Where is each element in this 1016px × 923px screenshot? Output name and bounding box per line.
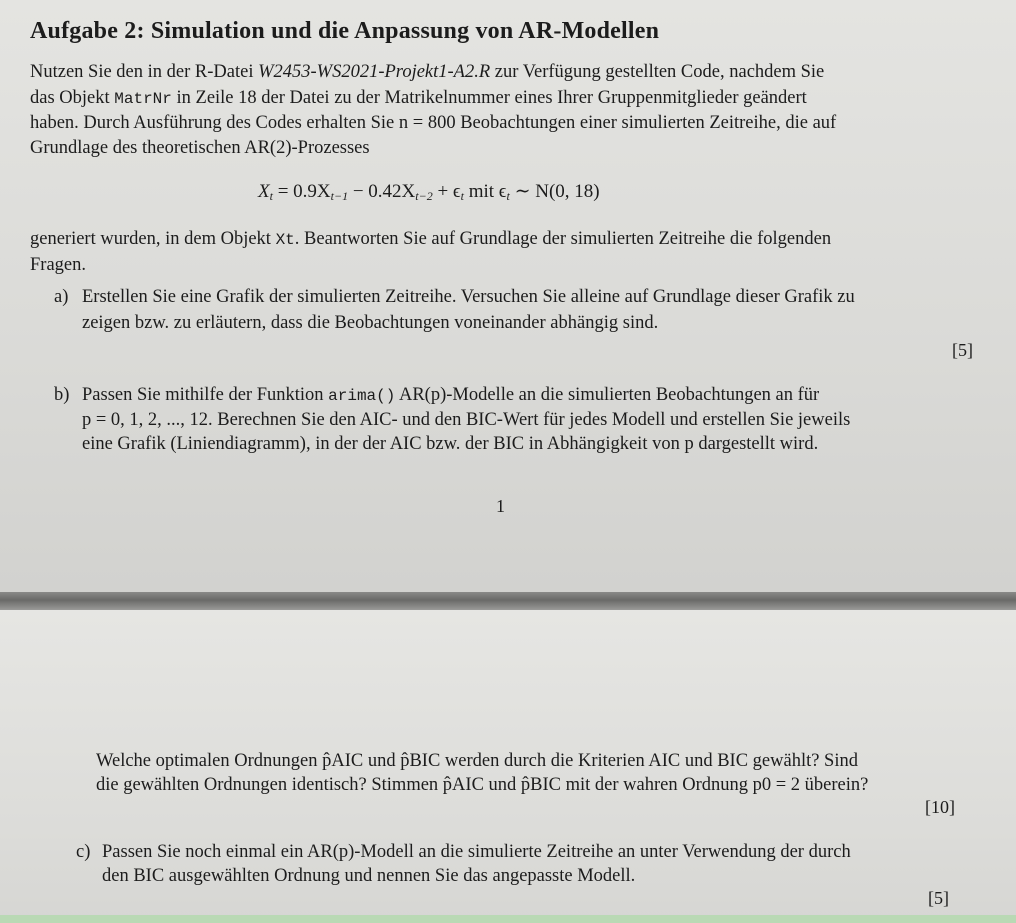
- intro-line-4: Grundlage des theoretischen AR(2)-Prozesses: [30, 138, 370, 158]
- formula-sub: t: [269, 189, 273, 203]
- question-b-line-1: [82, 385, 819, 406]
- formula-part: ∼ N(0, 18): [509, 181, 600, 202]
- question-a-line-2: zeigen bzw. zu erläutern, dass die Beobachtungen voneinander abhängig sind.: [82, 313, 659, 333]
- question-b-cont-line-1: Welche optimalen Ordnungen p̂AIC und p̂BIC werden durch die Kriterien AIC und BIC gewählt? Sind: [96, 751, 858, 771]
- question-b-line-3: eine Grafik (Liniendiagramm), in der der AIC bzw. der BIC in Abhängigkeit von p dargestellt wird.: [82, 434, 819, 454]
- ar2-formula: [258, 180, 600, 204]
- code-xt: Xt: [275, 231, 295, 249]
- bottom-edge: [0, 915, 1016, 923]
- code-matrnr: MatrNr: [114, 90, 172, 108]
- intro-text: das Objekt: [30, 88, 115, 108]
- formula-sub: t: [460, 189, 464, 203]
- after-text: generiert wurden, in dem Objekt: [30, 229, 276, 249]
- question-b-points: [10]: [925, 797, 955, 817]
- code-arima: arima(): [328, 387, 396, 405]
- qb-text: Passen Sie mithilfe der Funktion: [82, 385, 329, 405]
- formula-part: = 0.9X: [272, 181, 331, 202]
- r-file-name: W2453-WS2021-Projekt1-A2.R: [258, 62, 491, 82]
- formula-part: mit ϵ: [463, 181, 507, 202]
- page-number: 1: [496, 496, 505, 516]
- after-line-1: [30, 229, 831, 250]
- intro-text: in Zeile 18 der Datei zu der Matrikelnummer eines Ihrer Gruppenmitglieder geändert: [171, 88, 807, 108]
- formula-part: − 0.42X: [348, 181, 416, 202]
- question-a-label: a): [54, 287, 69, 307]
- question-c-label: c): [76, 842, 91, 862]
- question-a-line-1: Erstellen Sie eine Grafik der simulierten Zeitreihe. Versuchen Sie alleine auf Grundlage dieser Grafik zu: [82, 287, 855, 307]
- intro-line-2: [30, 88, 807, 109]
- intro-text: zur Verfügung gestellten Code, nachdem Sie: [490, 62, 825, 82]
- intro-line-1: [30, 62, 824, 83]
- question-b-label: b): [54, 385, 70, 405]
- formula-sub: t−1: [330, 189, 349, 203]
- question-c-line-1: Passen Sie noch einmal ein AR(p)-Modell an die simulierte Zeitreihe an unter Verwendung der durch: [102, 842, 851, 862]
- qb-text: AR(p)-Modelle an die simulierten Beobachtungen an für: [395, 385, 820, 405]
- after-text: . Beantworten Sie auf Grundlage der simulierten Zeitreihe die folgenden: [294, 229, 832, 249]
- formula-sub: t: [506, 189, 510, 203]
- after-line-2: Fragen.: [30, 255, 86, 275]
- page-divider: [0, 592, 1016, 610]
- intro-text: Nutzen Sie den in der R-Datei: [30, 62, 259, 82]
- question-b-cont-line-2: die gewählten Ordnungen identisch? Stimmen p̂AIC und p̂BIC mit der wahren Ordnung p0 = 2 überein?: [96, 775, 869, 795]
- question-b-line-2: p = 0, 1, 2, ..., 12. Berechnen Sie den AIC- und den BIC-Wert für jedes Modell und erstellen Sie jeweils: [82, 410, 851, 430]
- formula-sub: t−2: [415, 189, 433, 203]
- formula-part: + ϵ: [432, 181, 461, 202]
- formula-part: X: [258, 181, 270, 202]
- task-title: Aufgabe 2: Simulation und die Anpassung von AR-Modellen: [30, 18, 660, 44]
- intro-line-3: haben. Durch Ausführung des Codes erhalten Sie n = 800 Beobachtungen einer simulierten Zeitreihe, die auf: [30, 113, 837, 133]
- question-c-line-2: den BIC ausgewählten Ordnung und nennen Sie das angepasste Modell.: [102, 866, 636, 886]
- question-a-points: [5]: [952, 340, 973, 360]
- question-c-points: [5]: [928, 888, 949, 908]
